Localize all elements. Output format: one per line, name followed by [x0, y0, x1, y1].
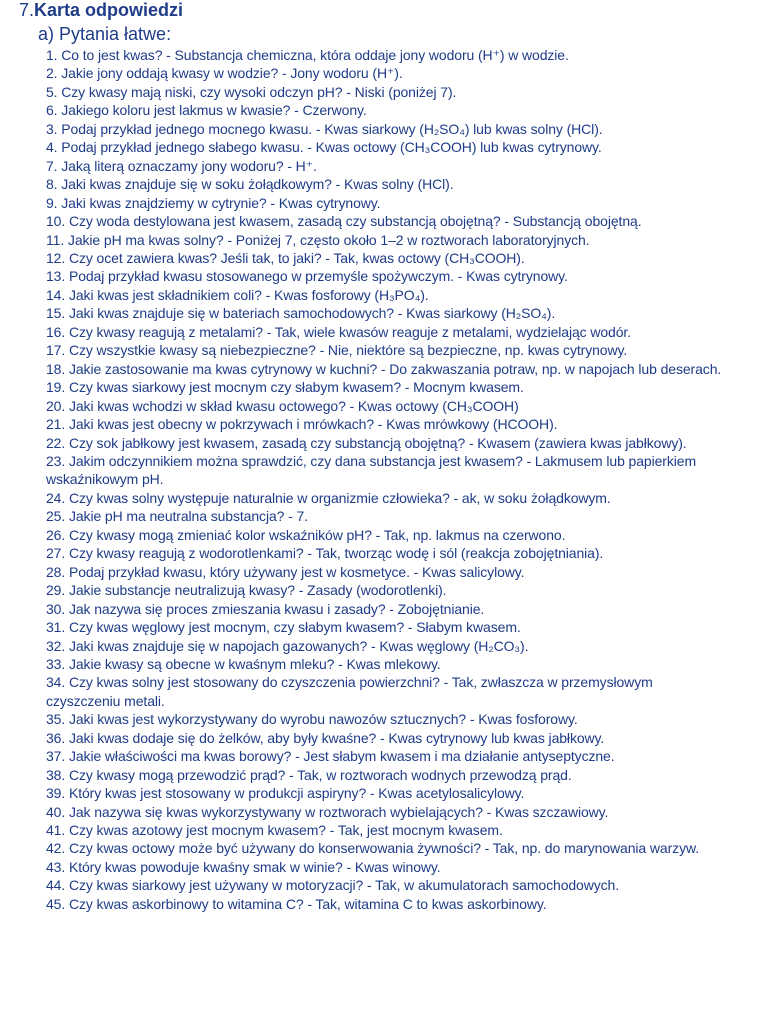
question-item: 19. Czy kwas siarkowy jest mocnym czy słabym kwasem? - Mocnym kwasem.: [46, 379, 524, 396]
question-item: 41. Czy kwas azotowy jest mocnym kwasem? - Tak, jest mocnym kwasem.: [46, 822, 503, 839]
question-item: 42. Czy kwas octowy może być używany do konserwowania żywności? - Tak, np. do marynowania warzyw.: [46, 840, 699, 857]
question-item: 1. Co to jest kwas? - Substancja chemiczna, która oddaje jony wodoru (H⁺) w wodzie.: [46, 47, 569, 63]
question-item: 10. Czy woda destylowana jest kwasem, zasadą czy substancją obojętną? - Substancją obojętną.: [46, 213, 642, 230]
subsection-heading: a) Pytania łatwe:: [38, 24, 172, 44]
question-item: 29. Jakie substancje neutralizują kwasy? - Zasady (wodorotlenki).: [46, 582, 447, 599]
question-item: 27. Czy kwasy reagują z wodorotlenkami? - Tak, tworząc wodę i sól (reakcja zobojętniania).: [46, 545, 604, 562]
question-item: 24. Czy kwas solny występuje naturalnie w organizmie człowieka? - ak, w soku żołądkowym.: [46, 489, 611, 506]
question-item: 4. Podaj przykład jednego słabego kwasu. - Kwas octowy (CH₃COOH) lub kwas cytrynowy.: [46, 139, 602, 156]
question-item: 15. Jaki kwas znajduje się w bateriach samochodowych? - Kwas siarkowy (H₂SO₄).: [46, 305, 556, 322]
question-item: 22. Czy sok jabłkowy jest kwasem, zasadą czy substancją obojętną? - Kwasem (zawiera kwas jabłkowy).: [46, 434, 687, 451]
question-item: 43. Który kwas powoduje kwaśny smak w winie? - Kwas winowy.: [46, 858, 441, 875]
question-item: 12. Czy ocet zawiera kwas? Jeśli tak, to jaki? - Tak, kwas octowy (CH₃COOH).: [46, 249, 525, 266]
question-item: 23. Jakim odczynnikiem można sprawdzić, czy dana substancja jest kwasem? - Lakmusem lub papierkiem wskaźnikowym pH.: [46, 452, 697, 488]
question-item: 40. Jak nazywa się kwas wykorzystywany w roztworach wybielających? - Kwas szczawiowy.: [46, 803, 609, 820]
question-item: 21. Jaki kwas jest obecny w pokrzywach i mrówkach? - Kwas mrówkowy (HCOOH).: [46, 416, 558, 433]
question-item: 16. Czy kwasy reagują z metalami? - Tak, wiele kwasów reaguje z metalami, wydzielając wodór.: [46, 323, 632, 340]
question-item: 30. Jak nazywa się proces zmieszania kwasu i zasady? - Zobojętnianie.: [46, 600, 485, 617]
page-title: Karta odpowiedzi: [34, 0, 184, 20]
question-item: 37. Jakie właściwości ma kwas borowy? - Jest słabym kwasem i ma działanie antyseptyczne.: [46, 748, 615, 765]
question-item: 39. Który kwas jest stosowany w produkcji aspiryny? - Kwas acetylosalicylowy.: [46, 785, 525, 802]
question-item: 45. Czy kwas askorbinowy to witamina C? - Tak, witamina C to kwas askorbinowy.: [46, 895, 547, 912]
question-item: 31. Czy kwas węglowy jest mocnym, czy słabym kwasem? - Słabym kwasem.: [46, 619, 521, 636]
question-item: 20. Jaki kwas wchodzi w skład kwasu octowego? - Kwas octowy (CH₃COOH): [46, 397, 519, 414]
question-item: 35. Jaki kwas jest wykorzystywany do wyrobu nawozów sztucznych? - Kwas fosforowy.: [46, 711, 578, 728]
question-item: 3. Podaj przykład jednego mocnego kwasu. - Kwas siarkowy (H₂SO₄) lub kwas solny (HCl).: [46, 120, 603, 137]
question-item: 7. Jaką literą oznaczamy jony wodoru? - H⁺.: [46, 157, 317, 174]
section-number: 7.: [19, 0, 35, 20]
question-item: 9. Jaki kwas znajdziemy w cytrynie? - Kwas cytrynowy.: [46, 194, 381, 211]
question-item: 17. Czy wszystkie kwasy są niebezpieczne? - Nie, niektóre są bezpieczne, np. kwas cytrynowy.: [46, 342, 628, 359]
question-item: 38. Czy kwasy mogą przewodzić prąd? - Tak, w roztworach wodnych przewodzą prąd.: [46, 766, 572, 783]
question-item: 8. Jaki kwas znajduje się w soku żołądkowym? - Kwas solny (HCl).: [46, 176, 454, 193]
question-item: 34. Czy kwas solny jest stosowany do czyszczenia powierzchni? - Tak, zwłaszcza w przemysłowym czyszczeniu metali.: [46, 674, 653, 709]
question-item: 5. Czy kwasy mają niski, czy wysoki odczyn pH? - Niski (poniżej 7).: [46, 83, 457, 100]
question-item: 2. Jakie jony oddają kwasy w wodzie? - Jony wodoru (H⁺).: [46, 65, 403, 82]
question-item: 18. Jakie zastosowanie ma kwas cytrynowy w kuchni? - Do zakwaszania potraw, np. w napojach lub deserach.: [46, 360, 722, 377]
question-item: 25. Jakie pH ma neutralna substancja? - 7.: [46, 508, 308, 525]
question-item: 26. Czy kwasy mogą zmieniać kolor wskaźników pH? - Tak, np. lakmus na czerwono.: [46, 526, 566, 543]
question-item: 13. Podaj przykład kwasu stosowanego w przemyśle spożywczym. - Kwas cytrynowy.: [46, 268, 568, 285]
question-list: [46, 46, 726, 913]
question-item: 44. Czy kwas siarkowy jest używany w motoryzacji? - Tak, w akumulatorach samochodowych.: [46, 877, 620, 894]
question-item: 28. Podaj przykład kwasu, który używany jest w kosmetyce. - Kwas salicylowy.: [46, 563, 525, 580]
question-item: 36. Jaki kwas dodaje się do żelków, aby były kwaśne? - Kwas cytrynowy lub kwas jabłkowy.: [46, 729, 605, 746]
question-item: 6. Jakiego koloru jest lakmus w kwasie? - Czerwony.: [46, 102, 367, 119]
question-item: 14. Jaki kwas jest składnikiem coli? - Kwas fosforowy (H₃PO₄).: [46, 286, 429, 303]
question-item: 11. Jakie pH ma kwas solny? - Poniżej 7, często około 1–2 w roztworach laboratoryjnych.: [46, 231, 590, 248]
question-item: 33. Jakie kwasy są obecne w kwaśnym mleku? - Kwas mlekowy.: [46, 655, 441, 672]
section-heading: [19, 0, 183, 21]
question-item: 32. Jaki kwas znajduje się w napojach gazowanych? - Kwas węglowy (H₂CO₃).: [46, 637, 529, 654]
